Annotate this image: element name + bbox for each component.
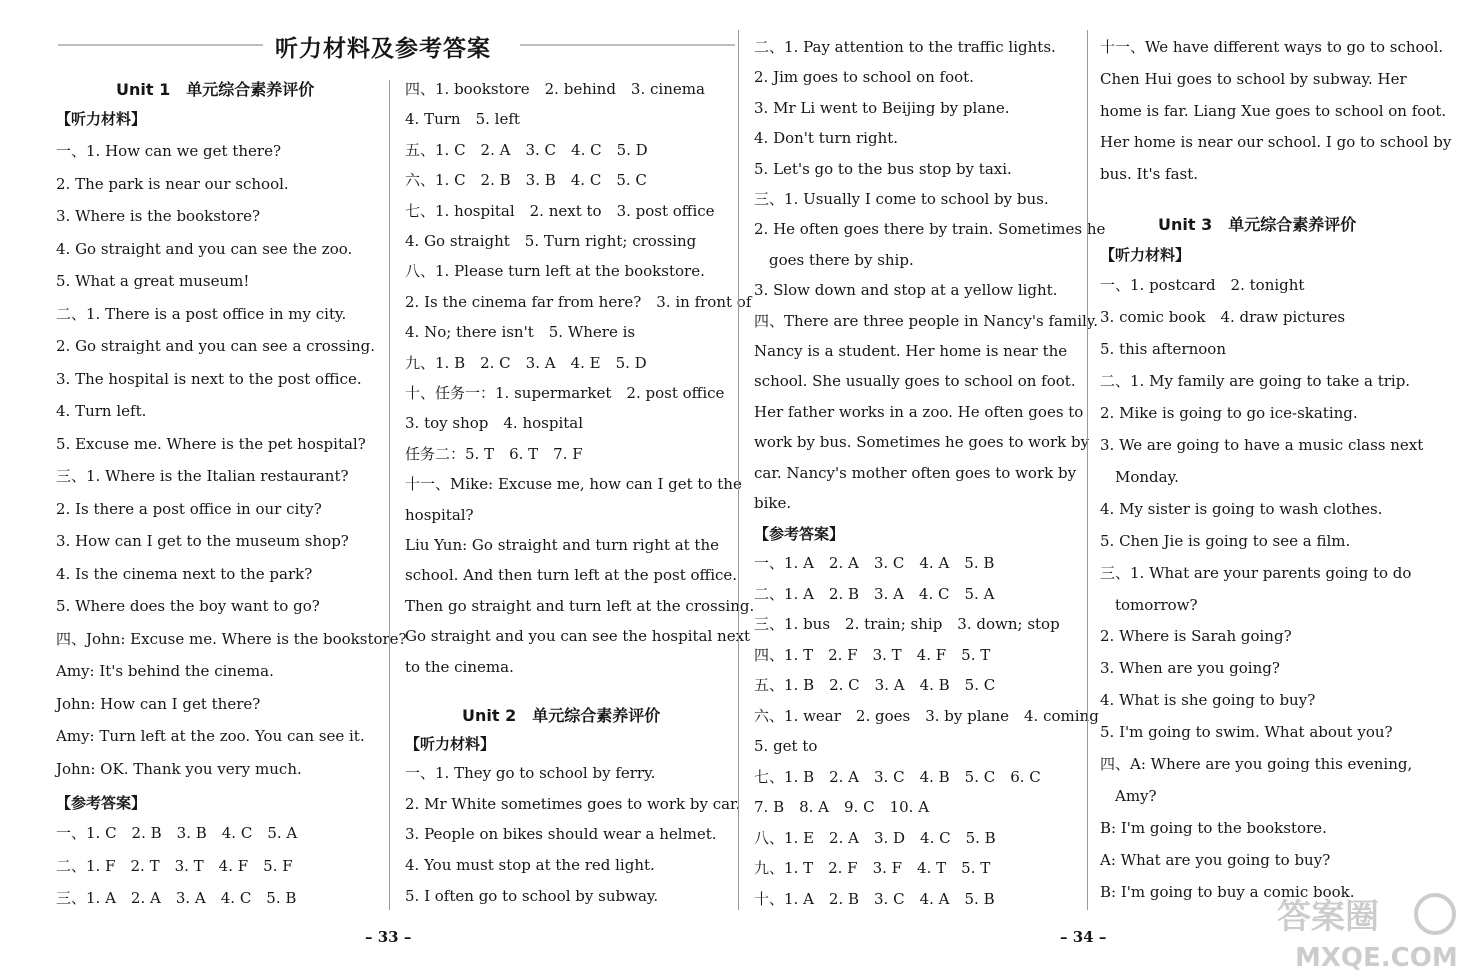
answer-line: 七、1. hospital 2. next to 3. post office — [405, 201, 715, 220]
answer-line: 八、1. E 2. A 3. D 4. C 5. B — [754, 828, 996, 847]
answer-line: 二、1. A 2. B 3. A 4. C 5. A — [754, 584, 995, 603]
section-answers: 【参考答案】 — [754, 525, 845, 543]
column-divider — [389, 80, 390, 910]
text-line: 3. comic book 4. draw pictures — [1100, 307, 1346, 326]
answer-line: 九、1. T 2. F 3. F 4. T 5. T — [754, 859, 991, 877]
column-4 — [1100, 0, 1452, 930]
answer-line: 九、1. B 2. C 3. A 4. E 5. D — [405, 353, 647, 372]
text-line: 四、A: Where are you going this evening, — [1100, 755, 1413, 774]
unit-2-heading: Unit 2 单元综合素养评价 — [462, 706, 661, 725]
answer-line: 4. Go straight 5. Turn right; crossing — [405, 232, 697, 250]
text-line: Monday. — [1100, 467, 1179, 486]
text-line: 二、1. My family are going to take a trip. — [1100, 371, 1411, 390]
text-line: 四、There are three people in Nancy's family. — [754, 311, 1099, 330]
text-line: B: I'm going to the bookstore. — [1100, 819, 1327, 838]
text-line: 3. Mr Li went to Beijing by plane. — [754, 98, 1010, 117]
text-line: John: OK. Thank you very much. — [56, 759, 302, 778]
text-line: 4. Don't turn right. — [754, 129, 899, 148]
answer-line: 5. get to — [754, 737, 818, 755]
text-line: Her home is near our school. I go to school by — [1100, 133, 1452, 152]
answer-line: 三、1. bus 2. train; ship 3. down; stop — [754, 615, 1060, 633]
answer-line: 7. B 8. A 9. C 10. A — [754, 798, 930, 816]
text-line: 3. How can I get to the museum shop? — [56, 532, 349, 550]
column-divider — [1087, 30, 1088, 910]
text-line: 二、1. There is a post office in my city. — [56, 304, 347, 323]
section-listening: 【听力材料】 — [56, 110, 147, 128]
answer-line: 任务二：5. T 6. T 7. F — [405, 444, 583, 463]
text-line: Nancy is a student. Her home is near the — [754, 342, 1068, 360]
answer-line: 十、任务一：1. supermarket 2. post office — [405, 384, 725, 402]
answer-line: 3. toy shop 4. hospital — [405, 414, 584, 433]
section-listening: 【听力材料】 — [405, 735, 496, 753]
text-line: A: What are you going to buy? — [1100, 851, 1331, 870]
column-2 — [405, 0, 755, 930]
answer-line: 四、1. T 2. F 3. T 4. F 5. T — [754, 645, 991, 664]
answer-line: 五、1. B 2. C 3. A 4. B 5. C — [754, 676, 996, 694]
answer-line: 十、1. A 2. B 3. C 4. A 5. B — [754, 889, 995, 908]
answer-line: 八、1. Please turn left at the bookstore. — [405, 262, 705, 281]
text-line: bus. It's fast. — [1100, 165, 1199, 184]
column-divider — [738, 30, 739, 910]
answer-line: 一、1. A 2. A 3. C 4. A 5. B — [754, 554, 995, 572]
text-line: 三、1. What are your parents going to do — [1100, 563, 1412, 582]
text-line: 3. People on bikes should wear a helmet. — [405, 825, 717, 844]
text-line: 一、1. How can we get there? — [56, 142, 281, 160]
text-line: 5. Excuse me. Where is the pet hospital? — [56, 434, 366, 453]
text-line: 3. Where is the bookstore? — [56, 207, 261, 225]
section-listening: 【听力材料】 — [1100, 246, 1191, 264]
answer-line: to the cinema. — [405, 657, 514, 676]
text-line: 2. Jim goes to school on foot. — [754, 68, 974, 87]
text-line: tomorrow? — [1100, 595, 1198, 614]
text-line: 4. Go straight and you can see the zoo. — [56, 239, 353, 258]
text-line: 2. Mike is going to go ice-skating. — [1100, 403, 1358, 422]
text-line: 四、John: Excuse me. Where is the bookstore? — [56, 629, 407, 648]
text-line: school. She usually goes to school on foot. — [754, 372, 1076, 391]
text-line: 3. When are you going? — [1100, 659, 1280, 678]
column-1 — [56, 0, 407, 930]
page-title: 听力材料及参考答案 — [275, 36, 491, 62]
text-line: bike. — [754, 494, 792, 512]
text-line: 5. What a great museum! — [56, 272, 250, 290]
text-line: Her father works in a zoo. He often goes to — [754, 402, 1084, 421]
text-line: 2. Mr White sometimes goes to work by car. — [405, 794, 741, 813]
text-line: work by bus. Sometimes he goes to work by — [754, 433, 1090, 452]
unit-3-heading: Unit 3 单元综合素养评价 — [1158, 215, 1357, 234]
answer-line: 六、1. C 2. B 3. B 4. C 5. C — [405, 171, 647, 190]
text-line: 4. What is she going to buy? — [1100, 691, 1316, 710]
text-line: 2. Is there a post office in our city? — [56, 499, 322, 518]
answer-line: 4. No; there isn't 5. Where is — [405, 323, 636, 342]
answer-line: hospital? — [405, 505, 474, 524]
text-line: 4. Is the cinema next to the park? — [56, 564, 313, 583]
answer-line: Go straight and you can see the hospital next — [405, 627, 751, 646]
text-line: John: How can I get there? — [56, 694, 261, 713]
text-line: 5. this afternoon — [1100, 339, 1226, 358]
answer-line: 五、1. C 2. A 3. C 4. C 5. D — [405, 140, 648, 159]
text-line: car. Nancy's mother often goes to work by — [754, 463, 1077, 482]
text-line: home is far. Liang Xue goes to school on foot. — [1100, 101, 1447, 120]
text-line: 3. We are going to have a music class next — [1100, 435, 1424, 454]
text-line: B: I'm going to buy a comic book. — [1100, 883, 1355, 902]
text-line: 5. Let's go to the bus stop by taxi. — [754, 159, 1012, 178]
text-line: 2. Where is Sarah going? — [1100, 627, 1292, 646]
answer-line: school. And then turn left at the post office. — [405, 566, 738, 585]
text-line: 5. Where does the boy want to go? — [56, 597, 320, 615]
text-line: goes there by ship. — [754, 250, 914, 269]
answer-line: Then go straight and turn left at the crossing. — [405, 596, 755, 615]
answer-line: Liu Yun: Go straight and turn right at the — [405, 536, 719, 554]
text-line: 三、1. Where is the Italian restaurant? — [56, 467, 349, 485]
text-line: 二、1. Pay attention to the traffic lights. — [754, 38, 1056, 56]
answer-line: 十一、Mike: Excuse me, how can I get to the — [405, 475, 742, 494]
text-line: 2. The park is near our school. — [56, 174, 289, 193]
svg-text:答案圈: 答案圈 — [1277, 897, 1379, 937]
text-line: 4. Turn left. — [56, 402, 147, 420]
answer-line: 二、1. F 2. T 3. T 4. F 5. F — [56, 856, 293, 875]
answer-line: 三、1. A 2. A 3. A 4. C 5. B — [56, 889, 297, 907]
answer-line: 一、1. C 2. B 3. B 4. C 5. A — [56, 824, 298, 842]
text-line: Amy: It's behind the cinema. — [56, 662, 274, 680]
text-line: 一、1. They go to school by ferry. — [405, 764, 656, 782]
answer-line: 七、1. B 2. A 3. C 4. B 5. C 6. C — [754, 767, 1041, 786]
text-line: Amy: Turn left at the zoo. You can see it. — [56, 727, 365, 745]
text-line: 4. You must stop at the red light. — [405, 856, 655, 875]
text-line: 2. He often goes there by train. Sometimes he — [754, 220, 1106, 239]
unit-1-heading: Unit 1 单元综合素养评价 — [116, 80, 315, 99]
text-line: Amy? — [1100, 787, 1157, 806]
page-number-left: – 33 – — [365, 928, 412, 946]
text-line: 3. The hospital is next to the post office. — [56, 369, 362, 388]
text-line: 5. Chen Jie is going to see a film. — [1100, 531, 1351, 550]
svg-text:MXQE.COM: MXQE.COM — [1295, 943, 1458, 972]
text-line: 5. I'm going to swim. What about you? — [1100, 723, 1393, 742]
text-line: 3. Slow down and stop at a yellow light. — [754, 281, 1058, 300]
text-line: Chen Hui goes to school by subway. Her — [1100, 69, 1407, 88]
answer-line: 四、1. bookstore 2. behind 3. cinema — [405, 80, 705, 98]
text-line: 三、1. Usually I come to school by bus. — [754, 190, 1049, 208]
answer-line: 4. Turn 5. left — [405, 110, 520, 129]
page-number-right: – 34 – — [1060, 928, 1107, 946]
text-line: 一、1. postcard 2. tonight — [1100, 276, 1305, 294]
answer-line: 2. Is the cinema far from here? 3. in front of — [405, 292, 752, 311]
text-line: 5. I often go to school by subway. — [405, 886, 659, 905]
text-line: 十一、We have different ways to go to school. — [1100, 38, 1444, 56]
section-answers: 【参考答案】 — [56, 794, 147, 812]
column-3 — [754, 0, 1106, 930]
text-line: 2. Go straight and you can see a crossing. — [56, 337, 375, 355]
answer-line: 六、1. wear 2. goes 3. by plane 4. coming — [754, 706, 1099, 725]
text-line: 4. My sister is going to wash clothes. — [1100, 499, 1383, 518]
watermark-logo — [1269, 884, 1459, 972]
